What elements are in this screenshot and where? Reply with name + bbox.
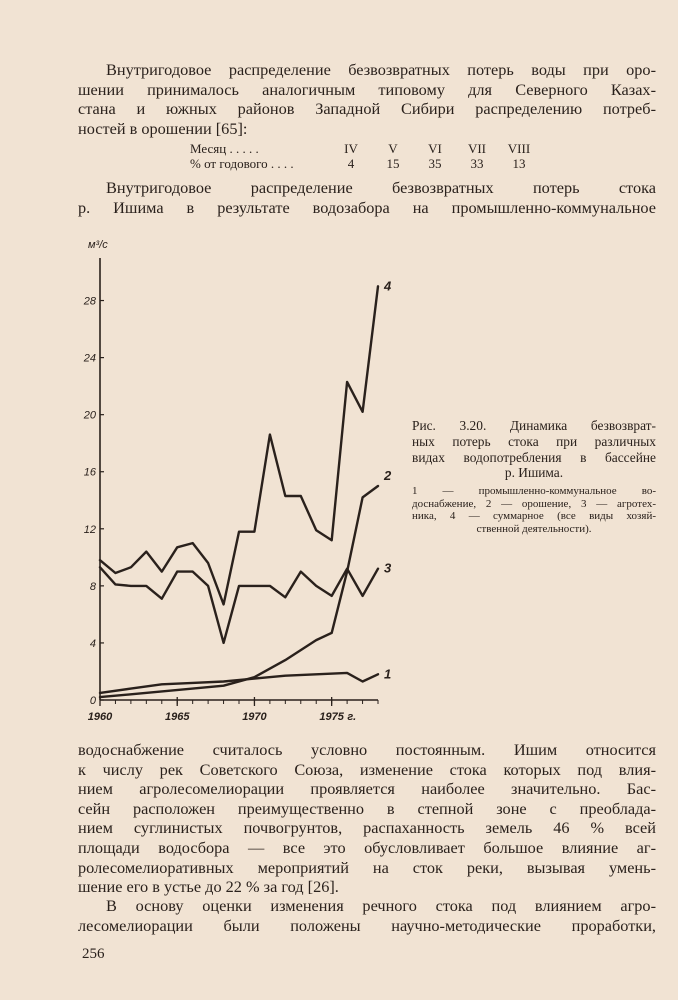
series-end-label: 1 <box>384 666 392 682</box>
x-axis-unit-label: г. <box>347 711 357 723</box>
caption-line: Рис. 3.20. Динамика безвозврат- <box>412 418 656 433</box>
figure-caption <box>412 418 656 535</box>
legend-line: доснабжение, 2 — орошение, 3 — агротех- <box>412 497 656 510</box>
runoff-paragraph <box>78 178 656 217</box>
table-cell: IV <box>344 141 358 156</box>
legend-line: ственной деятельности). <box>476 522 592 535</box>
text-line: Внутригодовое распределение безвозвратных потерь стока <box>106 178 656 197</box>
y-tick-label: 20 <box>83 409 96 422</box>
caption-line: р. Ишима. <box>504 465 564 481</box>
intro-paragraph <box>78 60 656 138</box>
y-tick-label: 0 <box>89 695 96 707</box>
series-line-1 <box>100 673 378 693</box>
x-tick-label: 1970 <box>242 711 267 723</box>
legend-line: ника, 4 — суммарное (все виды хозяй- <box>412 510 656 523</box>
text-line: лесомелиорации были положены научно-методические проработки, <box>78 915 656 935</box>
table-cell: 13 <box>512 156 526 171</box>
text-line: площади водосбора — все это обусловливает большое влияние аг- <box>78 837 656 857</box>
method-paragraph <box>78 896 656 935</box>
table-row <box>190 141 540 156</box>
text-line: ностей в орошении [65]: <box>78 118 248 138</box>
y-tick-label: 4 <box>89 637 96 650</box>
series-end-label: 2 <box>384 468 392 483</box>
caption-legend <box>412 485 656 535</box>
series-end-label: 3 <box>384 560 392 576</box>
table-cell: VII <box>467 141 487 156</box>
text-line: р. Ишима в результате водозабора на промышленно-коммунальное <box>78 197 656 217</box>
chart-series <box>100 278 392 697</box>
text-line: В основу оценки изменения речного стока под влиянием агро- <box>106 896 656 915</box>
caption-line: ных потерь стока при различных <box>412 433 656 449</box>
table-cell: 4 <box>347 156 355 171</box>
page-number: 256 <box>82 946 105 962</box>
text-line: сейн расположен преимущественно в степной зоне с преоблада- <box>78 798 656 818</box>
legend-line: 1 — промышленно-коммунальное во- <box>412 485 656 498</box>
x-tick-label: 1975 <box>319 711 344 723</box>
series-line-4 <box>100 286 378 604</box>
y-tick-label: 24 <box>83 352 96 365</box>
table-cell: 15 <box>386 156 400 171</box>
series-line-3 <box>100 567 378 643</box>
text-line: нием суглинистых почвогрунтов, распаханность земель 46 % всей <box>78 818 656 838</box>
month-distribution-table <box>190 141 540 171</box>
ishim-paragraph <box>78 740 656 897</box>
table-row <box>190 156 540 171</box>
caption-title <box>412 418 656 481</box>
row-label-month: Месяц . . . . . <box>190 141 259 156</box>
table-cell: VIII <box>507 141 531 156</box>
series-line-2 <box>100 486 378 697</box>
text-line: шение его в устье до 22 % за год [26]. <box>78 877 339 897</box>
y-tick-label: 16 <box>83 466 96 479</box>
x-tick-label: 1965 <box>164 711 190 723</box>
text-line: Внутригодовое распределение безвозвратных потерь воды при оро- <box>106 60 656 79</box>
y-axis-unit-label: м³/с <box>88 239 108 251</box>
caption-line: видах водопотребления в бассейне <box>412 449 656 465</box>
series-end-label: 4 <box>384 278 392 294</box>
y-tick-label: 28 <box>83 295 96 308</box>
text-line: стана и южных районов Западной Сибири распределению потреб- <box>78 99 656 119</box>
table-cell: V <box>388 141 398 156</box>
text-line: к числу рек Советского Союза, изменение стока которых под влия- <box>78 759 656 779</box>
text-line: нием агролесомелиорации проявляется наиболее значительно. Бас- <box>78 779 656 799</box>
runoff-losses-chart <box>78 230 408 730</box>
table-cell: 33 <box>470 156 484 171</box>
y-tick-label: 12 <box>83 523 96 536</box>
table-cell: 35 <box>428 156 442 171</box>
chart-axes <box>83 239 378 723</box>
table-cell: VI <box>428 141 442 156</box>
text-line: ролесомелиоративных мероприятий на сток реки, вызывая умень- <box>78 857 656 877</box>
text-line: водоснабжение считалось условно постоянным. Ишим относится <box>78 740 656 759</box>
y-tick-label: 8 <box>89 580 96 593</box>
row-label-percent: % от годового . . . . <box>190 156 294 171</box>
text-line: шении принималось аналогичным типовому для Северного Казах- <box>78 79 656 99</box>
x-tick-label: 1960 <box>87 711 113 723</box>
